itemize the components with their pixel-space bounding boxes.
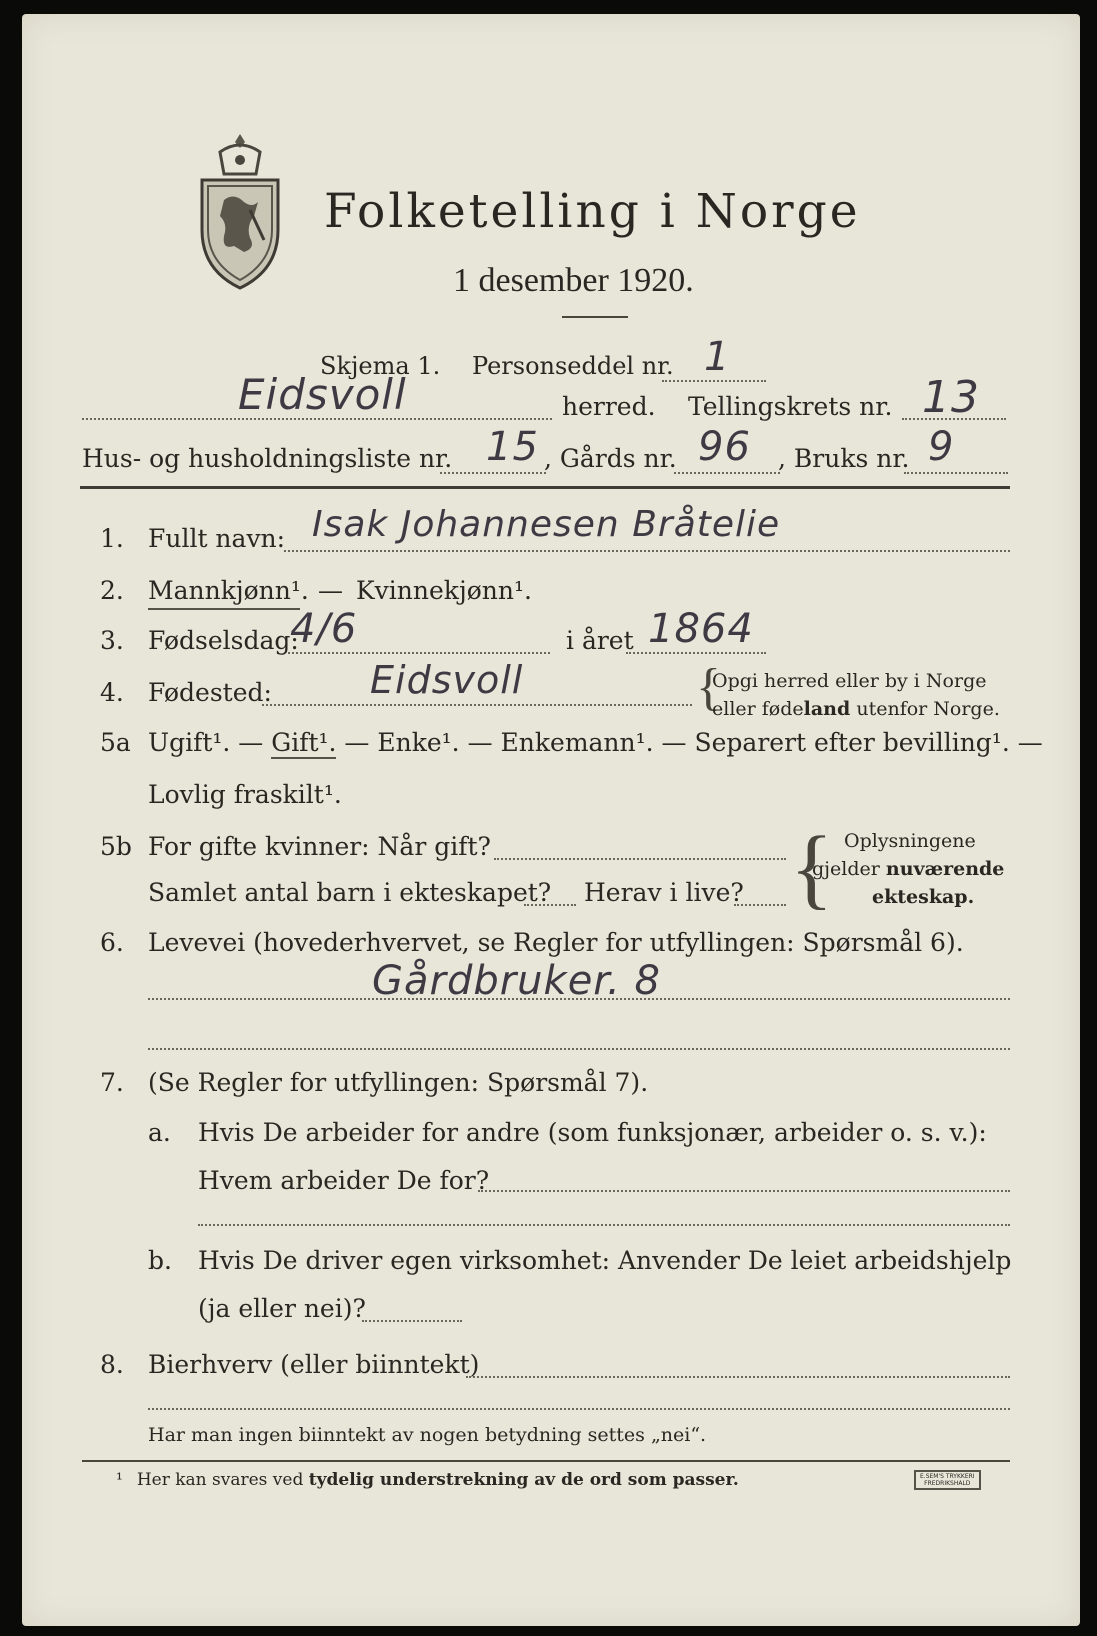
personseddel-label: Personseddel nr. bbox=[472, 352, 674, 380]
bruks-line bbox=[904, 472, 1008, 474]
q5b-children-label: Samlet antal barn i ekteskapet? bbox=[148, 878, 552, 907]
q4-value: Eidsvoll bbox=[370, 658, 524, 702]
q6-number: 6. bbox=[100, 928, 124, 957]
q5b-when-line bbox=[494, 858, 786, 860]
footer-rule bbox=[82, 1460, 1010, 1462]
footnote bbox=[116, 1470, 739, 1490]
stamp-line2: FREDRIKSHALD bbox=[924, 1480, 971, 1487]
q3-day-value: 4/6 bbox=[290, 606, 358, 652]
q8-label: Bierhverv (eller biinntekt) bbox=[148, 1350, 480, 1379]
q7b-number: b. bbox=[148, 1246, 172, 1275]
form-title: Folketelling i Norge bbox=[324, 184, 861, 239]
q5a-number: 5a bbox=[100, 728, 131, 757]
q7a-line2: Hvem arbeider De for? bbox=[198, 1166, 490, 1195]
herred-label: herred. bbox=[562, 392, 656, 421]
q7-number: 7. bbox=[100, 1068, 124, 1097]
q5b-note-line3: ekteskap. bbox=[872, 886, 975, 908]
skjema-label: Skjema 1. bbox=[320, 352, 441, 380]
census-form-page bbox=[22, 14, 1080, 1626]
footnote-mark: ¹ bbox=[116, 1470, 123, 1490]
q5a-line2: Lovlig fraskilt¹. bbox=[148, 780, 342, 809]
q4-line bbox=[262, 704, 692, 706]
stamp-line1: E.SEM'S TRYKKERI bbox=[920, 1473, 975, 1480]
q3-year-line bbox=[626, 652, 766, 654]
q7a-line-extra bbox=[198, 1224, 1010, 1226]
q3-label: Fødselsdag: bbox=[148, 626, 299, 655]
husliste-line bbox=[440, 472, 546, 474]
q8-line bbox=[466, 1376, 1010, 1378]
q4-note-line2 bbox=[712, 698, 1000, 720]
q1-line bbox=[284, 550, 1010, 552]
title-divider bbox=[562, 316, 628, 318]
q1-value: Isak Johannesen Bråtelie bbox=[312, 504, 781, 545]
q7a-line bbox=[478, 1190, 1010, 1192]
q6-line2 bbox=[148, 1048, 1010, 1050]
q4-note-line1: Opgi herred eller by i Norge bbox=[712, 670, 987, 692]
q2-female-option: Kvinnekjønn¹. bbox=[356, 576, 532, 605]
q4-note-part-c: utenfor Norge. bbox=[850, 698, 1000, 720]
q5a-rest: — Enke¹. — Enkemann¹. — Separert efter bevilling¹. — bbox=[336, 728, 1043, 757]
q5b-alive-label: Herav i live? bbox=[584, 878, 744, 907]
q7a-number: a. bbox=[148, 1118, 171, 1147]
q5b-note-line2 bbox=[812, 858, 1004, 880]
q4-note-part-b: land bbox=[803, 698, 851, 720]
coat-of-arms-icon bbox=[194, 130, 286, 290]
q6-label: Levevei (hovederhvervet, se Regler for utfyllingen: Spørsmål 6). bbox=[148, 928, 964, 957]
husliste-label: Hus- og husholdningsliste nr. bbox=[82, 444, 453, 473]
q6-value: Gårdbruker. 8 bbox=[372, 958, 661, 1004]
gards-value: 96 bbox=[698, 424, 751, 470]
q2-male-option: Mannkjønn¹. bbox=[148, 576, 309, 605]
bruks-value: 9 bbox=[928, 424, 955, 470]
q5b-line1: For gifte kvinner: Når gift? bbox=[148, 832, 491, 861]
q3-number: 3. bbox=[100, 626, 124, 655]
q4-note-part-a: eller føde bbox=[712, 698, 804, 720]
q5b-note-line1: Oplysningene bbox=[844, 830, 976, 852]
q5a-line1 bbox=[148, 728, 1043, 757]
nei-note: Har man ingen biinntekt av nogen betydning settes „nei“. bbox=[148, 1424, 707, 1446]
footnote-text-a: Her kan svares ved bbox=[136, 1470, 309, 1490]
q3-year-label: i året bbox=[566, 626, 634, 655]
q7b-line1: Hvis De driver egen virksomhet: Anvender De leiet arbeidshjelp bbox=[198, 1246, 1012, 1275]
q5b-alive-line bbox=[734, 904, 786, 906]
q7a-line1: Hvis De arbeider for andre (som funksjonær, arbeider o. s. v.): bbox=[198, 1118, 987, 1147]
q3-year-value: 1864 bbox=[648, 606, 754, 652]
q2-number: 2. bbox=[100, 576, 124, 605]
q3-day-line bbox=[288, 652, 550, 654]
q5a-ugift: Ugift¹. — bbox=[148, 728, 272, 757]
q2-separator: — bbox=[318, 576, 343, 605]
personseddel-line bbox=[662, 380, 766, 382]
q5b-note-part-a: gjelder bbox=[812, 858, 886, 880]
q5b-brace: { bbox=[790, 819, 834, 918]
q8-line-extra bbox=[148, 1408, 1010, 1410]
q5b-number: 5b bbox=[100, 832, 132, 861]
q8-number: 8. bbox=[100, 1350, 124, 1379]
q7-label: (Se Regler for utfyllingen: Spørsmål 7). bbox=[148, 1068, 649, 1097]
bruks-label: , Bruks nr. bbox=[778, 444, 910, 473]
header-rule bbox=[80, 486, 1010, 489]
q5b-note-part-b: nuværende bbox=[885, 858, 1005, 880]
q7b-line2: (ja eller nei)? bbox=[198, 1294, 366, 1323]
q5b-children-line bbox=[524, 904, 576, 906]
q4-label: Fødested: bbox=[148, 678, 272, 707]
q4-brace: { bbox=[696, 659, 721, 716]
q4-number: 4. bbox=[100, 678, 124, 707]
q1-number: 1. bbox=[100, 524, 124, 553]
husliste-value: 15 bbox=[486, 424, 539, 470]
census-date: 1 desember 1920. bbox=[453, 262, 694, 299]
q7b-line bbox=[362, 1320, 462, 1322]
q5a-gift: Gift¹. bbox=[271, 728, 337, 757]
printer-stamp bbox=[914, 1470, 981, 1490]
footnote-text-b: tydelig understrekning av de ord som passer. bbox=[308, 1470, 739, 1490]
q1-label: Fullt navn: bbox=[148, 524, 286, 553]
tellingskrets-label: Tellingskrets nr. bbox=[688, 392, 893, 421]
herred-value: Eidsvoll bbox=[238, 370, 407, 419]
gards-label: , Gårds nr. bbox=[544, 444, 677, 473]
gards-line bbox=[674, 472, 780, 474]
tellingskrets-value: 13 bbox=[922, 372, 980, 423]
personseddel-value: 1 bbox=[704, 334, 731, 380]
q2-male-underline bbox=[148, 608, 300, 610]
